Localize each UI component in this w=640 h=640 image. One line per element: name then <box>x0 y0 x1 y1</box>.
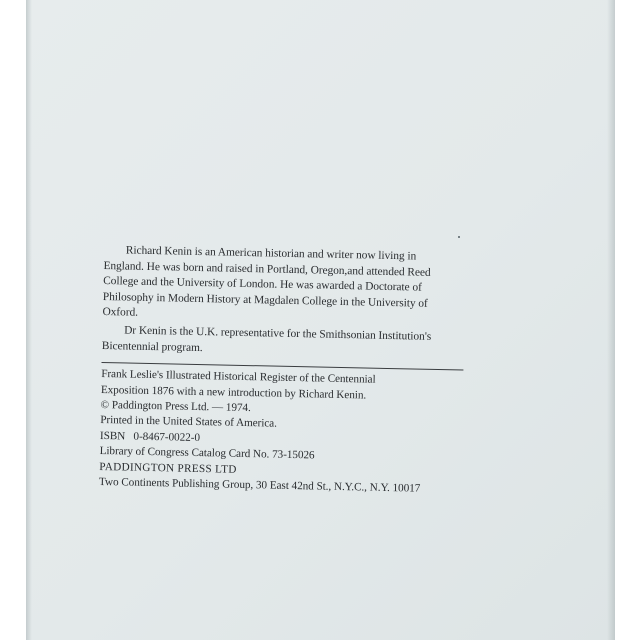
copyright-line: © Paddington Press Ltd. — 1974. <box>100 398 251 415</box>
bio-line: Richard Kenin is an American historian and writer now living in <box>125 244 417 263</box>
author-biography <box>102 243 466 362</box>
publisher-name: PADDINGTON PRESS LTD <box>99 460 237 476</box>
bio-line: England. He was born and raised in Portland, Oregon,and attended Reed <box>103 259 431 279</box>
printed-in-line: Printed in the United States of America. <box>100 414 278 431</box>
page-edge-shadow-left <box>26 0 32 640</box>
library-of-congress-line: Library of Congress Catalog Card No. 73-15026 <box>99 445 315 462</box>
bio-line: Philosophy in Modern History at Magdalen College in the University of <box>102 290 428 310</box>
paper-speck <box>458 236 460 238</box>
colophon-text-block <box>99 243 466 498</box>
book-title-line-1: Frank Leslie's Illustrated Historical Register of the Centennial <box>101 368 376 386</box>
page-edge-shadow-right <box>607 0 615 640</box>
bio-paragraph-2 <box>102 323 465 362</box>
publisher-address: Two Continents Publishing Group, 30 East 42nd St., N.Y.C., N.Y. 10017 <box>98 475 421 495</box>
bio-line: Oxford. <box>102 306 139 320</box>
bio-line: College and the University of London. He was awarded a Doctorate of <box>103 275 422 294</box>
isbn-line: ISBN 0-8467-0022-0 <box>99 429 201 444</box>
bio-paragraph-1 <box>102 243 466 329</box>
publication-imprint <box>99 367 464 498</box>
bio-line: Dr Kenin is the U.K. representative for the Smithsonian Institution's <box>124 324 432 343</box>
bio-line: Bicentennial program. <box>101 339 203 354</box>
book-page <box>26 0 615 640</box>
book-title-line-2: Exposition 1876 with a new introduction by Richard Kenin. <box>100 383 367 402</box>
